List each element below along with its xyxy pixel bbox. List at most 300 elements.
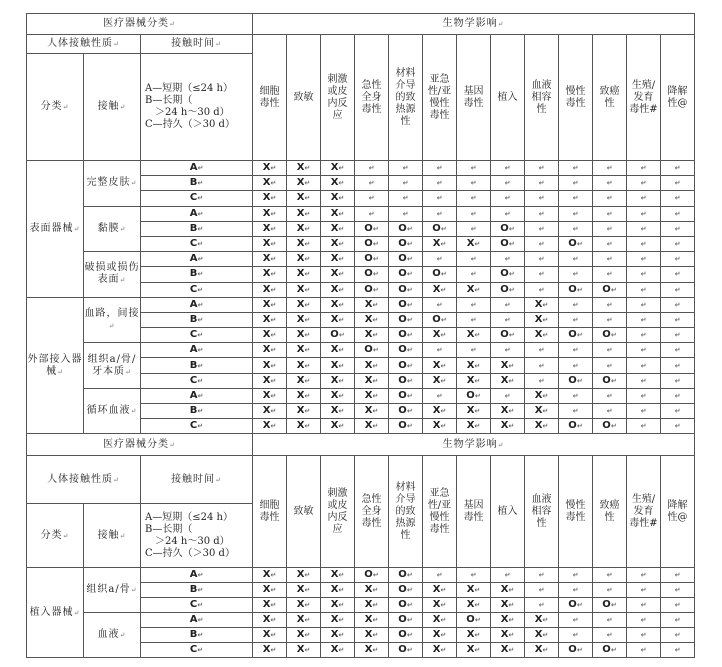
evaluation-cell: ↵	[661, 643, 695, 658]
evaluation-cell: ↵	[525, 206, 559, 221]
evaluation-cell: O↵	[389, 388, 423, 403]
evaluation-cell: X↵	[525, 613, 559, 628]
evaluation-cell: O↵	[559, 236, 593, 251]
endpoint-header	[661, 35, 695, 161]
evaluation-cell: ↵	[525, 343, 559, 358]
evaluation-cell: ↵	[661, 312, 695, 327]
duration-cell: B↵	[141, 358, 253, 373]
evaluation-cell: X↵	[253, 267, 287, 282]
evaluation-cell: O↵	[559, 282, 593, 297]
evaluation-cell: ↵	[491, 297, 525, 312]
duration-cell: A↵	[141, 161, 253, 176]
endpoint-label: 致敏	[293, 505, 314, 517]
evaluation-cell: X↵	[253, 312, 287, 327]
evaluation-cell: ↵	[593, 613, 627, 628]
evaluation-cell: ↵	[627, 643, 661, 658]
evaluation-cell: O↵	[457, 388, 491, 403]
evaluation-cell: O↵	[457, 613, 491, 628]
evaluation-cell: X↵	[287, 583, 321, 598]
header-row-1	[27, 14, 695, 35]
evaluation-cell: X↵	[457, 404, 491, 419]
evaluation-cell: X↵	[423, 613, 457, 628]
evaluation-cell: ↵	[423, 191, 457, 206]
evaluation-cell: O↵	[423, 312, 457, 327]
evaluation-cell: X↵	[491, 404, 525, 419]
evaluation-cell: X↵	[423, 583, 457, 598]
evaluation-cell: X↵	[321, 176, 355, 191]
contact-duration-header: 接触时间↵	[141, 456, 253, 504]
endpoint-label: 生殖/发育毒性#	[629, 493, 658, 529]
evaluation-cell: ↵	[457, 176, 491, 191]
evaluation-cell: X↵	[253, 598, 287, 613]
duration-cell: C↵	[141, 191, 253, 206]
evaluation-cell: ↵	[559, 267, 593, 282]
duration-cell: A↵	[141, 613, 253, 628]
evaluation-cell: ↵	[627, 328, 661, 343]
evaluation-cell: ↵	[559, 221, 593, 236]
evaluation-cell: X↵	[253, 404, 287, 419]
duration-cell: B↵	[141, 312, 253, 327]
evaluation-cell: ↵	[661, 252, 695, 267]
evaluation-cell: ↵	[423, 161, 457, 176]
contact-type-cell: 组织a/骨/牙本质↵	[84, 343, 141, 389]
endpoint-label: 材料介导的致热源性	[395, 481, 416, 541]
evaluation-cell: X↵	[253, 176, 287, 191]
duration-cell: A↵	[141, 343, 253, 358]
endpoint-header	[389, 456, 423, 568]
endpoint-label: 细胞毒性	[259, 85, 280, 109]
endpoint-label: 亚急性/亚慢性毒性	[427, 487, 452, 535]
evaluation-cell: X↵	[457, 373, 491, 388]
contact-type-cell: 黏膜↵	[84, 206, 141, 252]
evaluation-cell: X↵	[287, 419, 321, 434]
evaluation-cell: ↵	[525, 358, 559, 373]
evaluation-cell: ↵	[525, 568, 559, 583]
evaluation-cell: X↵	[253, 282, 287, 297]
evaluation-cell: ↵	[491, 191, 525, 206]
evaluation-cell: O↵	[355, 252, 389, 267]
evaluation-cell: ↵	[389, 191, 423, 206]
evaluation-cell: ↵	[661, 388, 695, 403]
evaluation-cell: ↵	[627, 373, 661, 388]
device-category-cell: 表面器械↵	[27, 161, 84, 298]
contact-type-cell: 循环血液↵	[84, 388, 141, 434]
evaluation-cell: ↵	[661, 176, 695, 191]
evaluation-cell: ↵	[559, 191, 593, 206]
duration-cell: B↵	[141, 221, 253, 236]
endpoint-label: 细胞毒性	[259, 499, 280, 523]
endpoint-header	[457, 456, 491, 568]
evaluation-cell: X↵	[253, 358, 287, 373]
evaluation-cell: ↵	[661, 419, 695, 434]
evaluation-cell: O↵	[389, 583, 423, 598]
evaluation-cell: ↵	[423, 206, 457, 221]
evaluation-cell: X↵	[457, 419, 491, 434]
evaluation-cell: X↵	[525, 388, 559, 403]
evaluation-cell: X↵	[321, 628, 355, 643]
evaluation-cell: X↵	[253, 161, 287, 176]
evaluation-cell: ↵	[457, 568, 491, 583]
evaluation-cell: X↵	[287, 252, 321, 267]
evaluation-cell: X↵	[321, 267, 355, 282]
evaluation-cell: X↵	[287, 191, 321, 206]
evaluation-cell: ↵	[661, 598, 695, 613]
evaluation-cell: O↵	[389, 404, 423, 419]
endpoint-label: 致癌性	[599, 499, 620, 523]
evaluation-cell: X↵	[457, 282, 491, 297]
evaluation-cell: ↵	[627, 161, 661, 176]
evaluation-cell: ↵	[661, 373, 695, 388]
endpoint-label: 生殖/发育毒性#	[629, 79, 658, 115]
evaluation-cell: ↵	[389, 206, 423, 221]
endpoint-header	[491, 35, 525, 161]
evaluation-cell: O↵	[355, 343, 389, 358]
body-contact-nature-header: 人体接触性质↵	[27, 456, 141, 504]
evaluation-cell: ↵	[423, 252, 457, 267]
endpoint-header	[355, 456, 389, 568]
evaluation-cell: X↵	[253, 297, 287, 312]
evaluation-cell: ↵	[389, 176, 423, 191]
evaluation-cell: ↵	[627, 628, 661, 643]
evaluation-cell: ↵	[559, 206, 593, 221]
evaluation-cell: X↵	[457, 643, 491, 658]
evaluation-cell: X↵	[287, 373, 321, 388]
table-row	[27, 343, 695, 358]
endpoint-label: 亚急性/亚慢性毒性	[427, 73, 452, 121]
evaluation-cell: ↵	[593, 191, 627, 206]
evaluation-cell: X↵	[253, 568, 287, 583]
evaluation-cell: X↵	[253, 236, 287, 251]
evaluation-cell: X↵	[287, 297, 321, 312]
endpoint-label: 急性全身毒性	[361, 79, 382, 115]
evaluation-cell: O↵	[389, 373, 423, 388]
evaluation-cell: ↵	[627, 358, 661, 373]
evaluation-cell: X↵	[525, 643, 559, 658]
evaluation-cell: ↵	[423, 388, 457, 403]
evaluation-cell: X↵	[287, 343, 321, 358]
evaluation-cell: O↵	[559, 419, 593, 434]
evaluation-cell: X↵	[253, 252, 287, 267]
evaluation-cell: O↵	[593, 643, 627, 658]
evaluation-cell: X↵	[423, 282, 457, 297]
evaluation-cell: X↵	[457, 628, 491, 643]
evaluation-cell: X↵	[253, 388, 287, 403]
endpoint-header	[457, 35, 491, 161]
evaluation-cell: ↵	[661, 206, 695, 221]
endpoint-header	[559, 456, 593, 568]
evaluation-cell: ↵	[627, 297, 661, 312]
endpoint-label: 慢性毒性	[565, 85, 586, 109]
evaluation-cell: X↵	[287, 221, 321, 236]
evaluation-cell: O↵	[389, 343, 423, 358]
evaluation-cell: X↵	[457, 328, 491, 343]
evaluation-cell: ↵	[491, 568, 525, 583]
evaluation-cell: ↵	[661, 628, 695, 643]
evaluation-cell: X↵	[253, 613, 287, 628]
evaluation-cell: ↵	[627, 404, 661, 419]
evaluation-cell: ↵	[627, 583, 661, 598]
evaluation-cell: ↵	[491, 388, 525, 403]
endpoint-header	[423, 456, 457, 568]
evaluation-cell: X↵	[321, 404, 355, 419]
evaluation-cell: O↵	[389, 282, 423, 297]
evaluation-cell: O↵	[491, 328, 525, 343]
evaluation-cell: X↵	[355, 628, 389, 643]
evaluation-cell: ↵	[593, 404, 627, 419]
evaluation-cell: ↵	[593, 161, 627, 176]
device-category-cell: 外部接入器械↵	[27, 297, 84, 434]
evaluation-cell: X↵	[321, 583, 355, 598]
duration-legend: A—短期（≤24 h） B—长期（ ＞24 h～30 d） C—持久（＞30 d）	[141, 504, 253, 568]
evaluation-cell: ↵	[661, 282, 695, 297]
endpoint-header	[593, 456, 627, 568]
evaluation-cell: ↵	[525, 598, 559, 613]
evaluation-cell: ↵	[525, 161, 559, 176]
evaluation-cell: X↵	[287, 176, 321, 191]
table-row	[27, 252, 695, 267]
endpoint-label: 降解性@	[667, 499, 688, 523]
table-row	[27, 613, 695, 628]
evaluation-cell: X↵	[355, 312, 389, 327]
evaluation-cell: X↵	[253, 583, 287, 598]
evaluation-cell: X↵	[355, 404, 389, 419]
duration-cell: B↵	[141, 583, 253, 598]
evaluation-cell: ↵	[593, 252, 627, 267]
evaluation-cell: X↵	[321, 613, 355, 628]
evaluation-cell: ↵	[627, 282, 661, 297]
evaluation-cell: ↵	[559, 161, 593, 176]
evaluation-cell: O↵	[491, 236, 525, 251]
evaluation-cell: X↵	[287, 267, 321, 282]
evaluation-cell: ↵	[457, 252, 491, 267]
evaluation-cell: X↵	[253, 643, 287, 658]
evaluation-cell: O↵	[389, 252, 423, 267]
evaluation-cell: ↵	[593, 358, 627, 373]
duration-cell: B↵	[141, 404, 253, 419]
evaluation-cell: ↵	[559, 358, 593, 373]
category-header: 分类↵	[27, 504, 84, 568]
evaluation-cell: ↵	[525, 236, 559, 251]
evaluation-cell: ↵	[661, 343, 695, 358]
evaluation-cell: ↵	[593, 297, 627, 312]
evaluation-cell: ↵	[627, 388, 661, 403]
evaluation-cell: X↵	[321, 221, 355, 236]
evaluation-cell: ↵	[661, 191, 695, 206]
evaluation-cell: X↵	[287, 568, 321, 583]
header-row-2	[27, 456, 695, 504]
evaluation-cell: O↵	[559, 328, 593, 343]
evaluation-cell: ↵	[593, 236, 627, 251]
evaluation-cell: X↵	[491, 613, 525, 628]
evaluation-cell: X↵	[525, 312, 559, 327]
evaluation-cell: X↵	[355, 613, 389, 628]
evaluation-cell: X↵	[423, 628, 457, 643]
evaluation-cell: X↵	[355, 598, 389, 613]
evaluation-cell: X↵	[457, 358, 491, 373]
table-row	[27, 206, 695, 221]
duration-legend: A—短期（≤24 h） B—长期（ ＞24 h～30 d） C—持久（＞30 d）	[141, 54, 253, 161]
duration-cell: C↵	[141, 419, 253, 434]
evaluation-cell: X↵	[287, 358, 321, 373]
evaluation-cell: ↵	[457, 343, 491, 358]
endpoint-label: 植入	[497, 505, 518, 517]
evaluation-cell: O↵	[355, 568, 389, 583]
evaluation-cell: ↵	[355, 206, 389, 221]
table-row	[27, 568, 695, 583]
evaluation-cell: X↵	[253, 628, 287, 643]
evaluation-cell: X↵	[423, 358, 457, 373]
endpoint-header	[423, 35, 457, 161]
evaluation-cell: X↵	[287, 598, 321, 613]
endpoint-label: 慢性毒性	[565, 499, 586, 523]
evaluation-cell: ↵	[457, 161, 491, 176]
evaluation-cell: ↵	[525, 221, 559, 236]
evaluation-cell: ↵	[627, 206, 661, 221]
evaluation-cell: O↵	[389, 221, 423, 236]
duration-cell: B↵	[141, 176, 253, 191]
evaluation-cell: X↵	[287, 613, 321, 628]
evaluation-cell: ↵	[423, 297, 457, 312]
evaluation-cell: ↵	[457, 297, 491, 312]
evaluation-cell: X↵	[457, 598, 491, 613]
evaluation-cell: O↵	[559, 373, 593, 388]
evaluation-cell: X↵	[321, 598, 355, 613]
endpoint-label: 血液相容性	[531, 79, 552, 115]
evaluation-cell: ↵	[491, 312, 525, 327]
evaluation-cell: X↵	[253, 206, 287, 221]
endpoint-header	[389, 35, 423, 161]
evaluation-cell: ↵	[559, 343, 593, 358]
evaluation-cell: ↵	[627, 343, 661, 358]
evaluation-cell: X↵	[287, 388, 321, 403]
duration-cell: B↵	[141, 267, 253, 282]
evaluation-cell: ↵	[627, 176, 661, 191]
evaluation-cell: X↵	[253, 221, 287, 236]
duration-cell: C↵	[141, 282, 253, 297]
evaluation-cell: X↵	[321, 206, 355, 221]
evaluation-cell: ↵	[593, 628, 627, 643]
evaluation-cell: ↵	[559, 628, 593, 643]
header-row-2	[27, 35, 695, 54]
evaluation-cell: O↵	[355, 282, 389, 297]
evaluation-cell: ↵	[491, 343, 525, 358]
evaluation-cell: ↵	[661, 297, 695, 312]
endpoint-header	[287, 35, 321, 161]
evaluation-cell: ↵	[661, 583, 695, 598]
evaluation-cell: ↵	[593, 388, 627, 403]
endpoint-label: 基因毒性	[463, 85, 484, 109]
duration-cell: B↵	[141, 628, 253, 643]
evaluation-cell: X↵	[287, 312, 321, 327]
evaluation-cell: ↵	[423, 176, 457, 191]
evaluation-cell: ↵	[661, 221, 695, 236]
evaluation-cell: O↵	[491, 267, 525, 282]
evaluation-cell: X↵	[321, 236, 355, 251]
evaluation-cell: O↵	[355, 236, 389, 251]
evaluation-cell: ↵	[559, 176, 593, 191]
biological-evaluation-table-2	[26, 433, 695, 658]
contact-header: 接触↵	[84, 54, 141, 161]
evaluation-cell: X↵	[525, 328, 559, 343]
evaluation-cell: ↵	[389, 161, 423, 176]
evaluation-cell: ↵	[627, 598, 661, 613]
endpoint-header	[593, 35, 627, 161]
evaluation-cell: O↵	[389, 312, 423, 327]
biological-effects-header: 生物学影响↵	[253, 434, 695, 456]
evaluation-cell: X↵	[491, 643, 525, 658]
evaluation-cell: ↵	[661, 328, 695, 343]
duration-cell: A↵	[141, 206, 253, 221]
evaluation-cell: X↵	[287, 328, 321, 343]
evaluation-cell: ↵	[491, 176, 525, 191]
evaluation-cell: X↵	[423, 236, 457, 251]
evaluation-cell: O↵	[559, 598, 593, 613]
evaluation-cell: X↵	[525, 297, 559, 312]
endpoint-label: 基因毒性	[463, 499, 484, 523]
evaluation-cell: X↵	[321, 161, 355, 176]
evaluation-cell: ↵	[559, 388, 593, 403]
evaluation-cell: X↵	[423, 643, 457, 658]
evaluation-cell: O↵	[389, 358, 423, 373]
evaluation-cell: ↵	[559, 583, 593, 598]
evaluation-cell: ↵	[457, 267, 491, 282]
evaluation-cell: O↵	[355, 221, 389, 236]
evaluation-cell: X↵	[287, 282, 321, 297]
duration-cell: A↵	[141, 568, 253, 583]
evaluation-cell: ↵	[491, 206, 525, 221]
evaluation-cell: X↵	[287, 404, 321, 419]
evaluation-cell: O↵	[389, 568, 423, 583]
evaluation-cell: ↵	[593, 583, 627, 598]
evaluation-cell: X↵	[525, 628, 559, 643]
endpoint-label: 植入	[497, 91, 518, 103]
evaluation-cell: ↵	[559, 297, 593, 312]
evaluation-cell: ↵	[593, 343, 627, 358]
evaluation-cell: X↵	[287, 206, 321, 221]
evaluation-cell: ↵	[559, 252, 593, 267]
evaluation-cell: ↵	[559, 568, 593, 583]
evaluation-cell: O↵	[389, 328, 423, 343]
evaluation-cell: ↵	[661, 613, 695, 628]
evaluation-cell: ↵	[627, 267, 661, 282]
evaluation-cell: X↵	[423, 328, 457, 343]
evaluation-cell: X↵	[491, 373, 525, 388]
evaluation-cell: X↵	[525, 419, 559, 434]
evaluation-cell: X↵	[253, 343, 287, 358]
evaluation-cell: O↵	[593, 419, 627, 434]
evaluation-cell: X↵	[321, 343, 355, 358]
evaluation-cell: X↵	[355, 643, 389, 658]
evaluation-cell: ↵	[627, 568, 661, 583]
evaluation-cell: X↵	[491, 419, 525, 434]
evaluation-cell: ↵	[593, 176, 627, 191]
evaluation-cell: X↵	[287, 236, 321, 251]
evaluation-cell: O↵	[491, 282, 525, 297]
evaluation-cell: X↵	[423, 404, 457, 419]
evaluation-cell: X↵	[321, 358, 355, 373]
evaluation-cell: ↵	[661, 568, 695, 583]
evaluation-cell: ↵	[627, 419, 661, 434]
evaluation-cell: ↵	[661, 161, 695, 176]
evaluation-cell: ↵	[491, 161, 525, 176]
evaluation-cell: X↵	[321, 643, 355, 658]
evaluation-cell: ↵	[593, 206, 627, 221]
evaluation-cell: ↵	[627, 613, 661, 628]
evaluation-cell: X↵	[321, 312, 355, 327]
evaluation-cell: ↵	[355, 161, 389, 176]
contact-type-cell: 完整皮肤↵	[84, 161, 141, 207]
evaluation-cell: X↵	[491, 358, 525, 373]
